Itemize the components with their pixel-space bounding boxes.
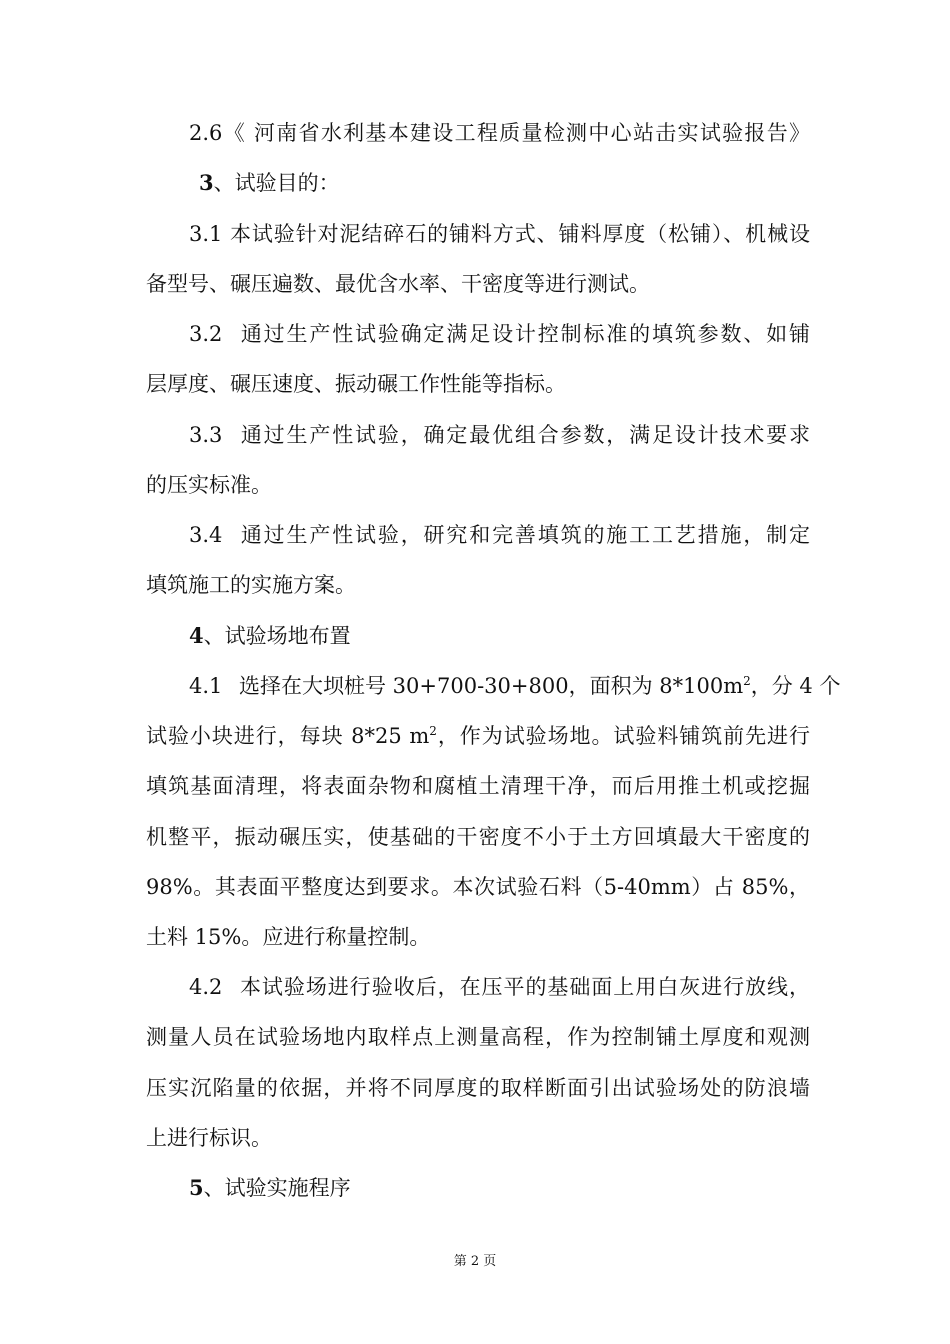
paragraph-4-2-line-1: 4.2 本试验场进行验收后，在压平的基础面上用白灰进行放线， [189,975,810,999]
section-3-heading: 3、试验目的： [199,170,340,195]
section-5-heading: 5、试验实施程序 [189,1175,351,1200]
paragraph-4-2-line-4: 上进行标识。 [146,1126,272,1150]
paragraph-4-2-line-2: 测量人员在试验场地内取样点上测量高程，作为控制铺土厚度和观测 [146,1025,810,1049]
section-4-heading: 4、试验场地布置 [189,623,351,648]
paragraph-3-3-line-2: 的压实标准。 [146,473,272,497]
paragraph-4-1-line-2: 试验小块进行，每块 8*25 $m^2$，作为试验场地。试验料铺筑前先进行 [146,724,810,748]
paragraph-4-1-line-6: 土料 15%。应进行称量控制。 [146,925,431,949]
paragraph-3-4-line-2: 填筑施工的实施方案。 [146,573,356,597]
paragraph-3-2-line-2: 层厚度、碾压速度、振动碾工作性能等指标。 [146,372,566,396]
paragraph-3-3-line-1: 3.3 通过生产性试验，确定最优组合参数，满足设计技术要求 [189,423,810,447]
paragraph-4-2-line-3: 压实沉陷量的依据，并将不同厚度的取样断面引出试验场处的防浪墙 [146,1076,810,1100]
paragraph-4-1-line-5: 98%。其表面平整度达到要求。本次试验石料（5-40mm）占 85%， [146,875,810,899]
paragraph-4-1-line-1: 4.1 选择在大坝桩号 30+700-30+800，面积为 $8*100m^2$，分 4 个 [189,674,841,698]
paragraph-3-1-line-1: 3.1 本试验针对泥结碎石的铺料方式、铺料厚度（松铺）、机械设 [189,222,810,246]
paragraph-4-1-line-4: 机整平，振动碾压实，使基础的干密度不小于土方回填最大干密度的 [146,825,810,849]
page-number-footer: 第 2 页 [453,1254,497,1269]
paragraph-3-1-line-2: 备型号、碾压遍数、最优含水率、干密度等进行测试。 [146,272,650,296]
reference-2-6: 2.6《 河南省水利基本建设工程质量检测中心站击实试验报告》 [189,121,810,145]
paragraph-4-1-line-3: 填筑基面清理，将表面杂物和腐植土清理干净，而后用推土机或挖掘 [146,774,810,798]
paragraph-3-2-line-1: 3.2 通过生产性试验确定满足设计控制标准的填筑参数、如铺 [189,322,810,346]
paragraph-3-4-line-1: 3.4 通过生产性试验，研究和完善填筑的施工工艺措施，制定 [189,523,810,547]
